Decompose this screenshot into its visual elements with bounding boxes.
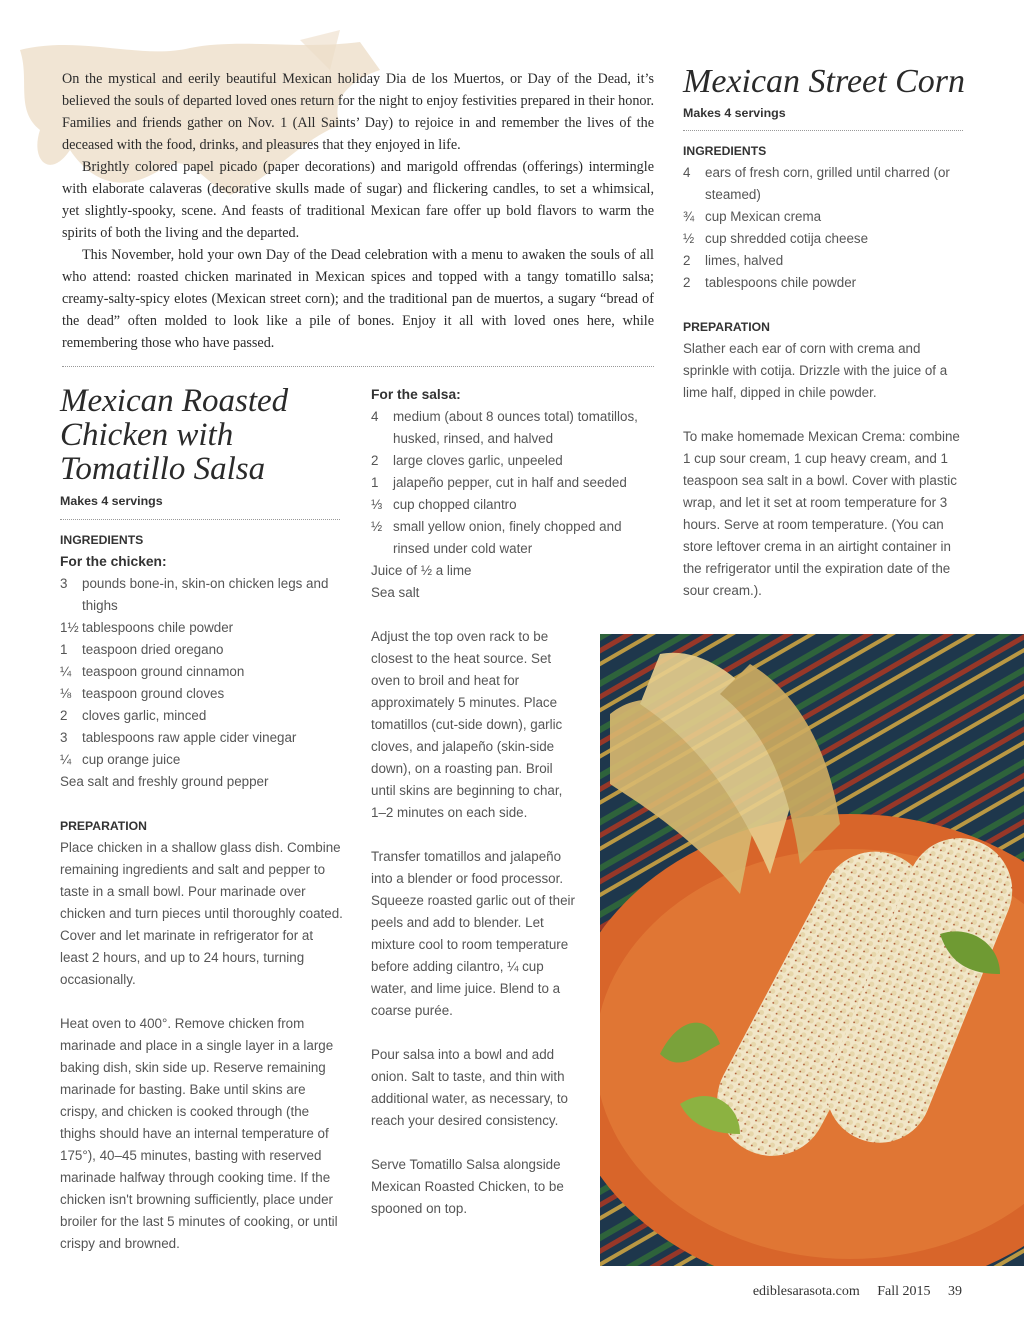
ingredient-quantity: ¼ bbox=[60, 664, 72, 679]
ingredient-quantity: 1 bbox=[60, 642, 68, 657]
street-corn-illustration bbox=[600, 634, 1024, 1266]
ingredient-quantity: ¾ bbox=[683, 209, 695, 224]
corn-preparation-heading: PREPARATION bbox=[683, 320, 770, 334]
ingredient-quantity: 3 bbox=[60, 730, 68, 745]
ingredient-text: cup shredded cotija cheese bbox=[705, 231, 869, 246]
corn-title: Mexican Street Corn bbox=[683, 63, 965, 100]
intro-paragraph: On the mystical and eerily beautiful Mexican holiday Dia de los Muertos, or Day of the Dead, it’s believed the souls of departed loved ones return for the night to enjoy festivities prepared in their honor. Families and friends gather on Nov. 1 (All Saints’ Day) to rejoice in and remember the lives of the deceased with the food, drinks, and pleasures that they enjoyed in life. bbox=[62, 71, 654, 153]
ingredient-item bbox=[60, 617, 345, 639]
divider bbox=[683, 130, 963, 131]
street-corn-photo bbox=[600, 634, 1024, 1266]
ingredient-text: small yellow onion, finely chopped and rinsed under cold water bbox=[393, 519, 622, 556]
ingredient-item bbox=[60, 683, 345, 705]
ingredient-item bbox=[60, 661, 345, 683]
ingredient-quantity: 2 bbox=[60, 708, 68, 723]
ingredient-item bbox=[371, 406, 639, 450]
ingredient-text: cup Mexican crema bbox=[705, 209, 822, 224]
ingredient-text: limes, halved bbox=[705, 253, 784, 268]
chicken-ingredients-heading: INGREDIENTS bbox=[60, 533, 144, 547]
for-chicken-heading: For the chicken: bbox=[60, 554, 167, 569]
salsa-prep-paragraph: Pour salsa into a bowl and add onion. Salt to taste, and thin with additional water, as necessary, to reach your desired consistency. bbox=[371, 1047, 569, 1128]
footer-issue: Fall 2015 bbox=[877, 1284, 931, 1299]
ingredient-text: ears of fresh corn, grilled until charred (or steamed) bbox=[705, 165, 950, 202]
ingredient-item bbox=[683, 228, 968, 250]
ingredient-text: teaspoon ground cinnamon bbox=[82, 664, 245, 679]
corn-ingredient-list bbox=[683, 162, 968, 294]
intro-text bbox=[62, 68, 654, 354]
ingredient-item bbox=[371, 472, 639, 494]
ingredient-quantity: ½ bbox=[683, 231, 695, 246]
ingredient-quantity: 1 bbox=[371, 475, 379, 490]
for-salsa-heading: For the salsa: bbox=[371, 387, 461, 402]
ingredient-text: medium (about 8 ounces total) tomatillos, husked, rinsed, and halved bbox=[393, 409, 638, 446]
ingredient-item bbox=[371, 560, 639, 582]
ingredient-text: tablespoons chile powder bbox=[82, 620, 234, 635]
ingredient-quantity: ⅓ bbox=[371, 497, 383, 512]
salsa-ingredient-list bbox=[371, 406, 639, 604]
chicken-preparation-heading: PREPARATION bbox=[60, 819, 147, 833]
ingredient-text: large cloves garlic, unpeeled bbox=[393, 453, 563, 468]
chicken-prep-paragraph: Place chicken in a shallow glass dish. Combine remaining ingredients and salt and pepper to taste in a small bowl. Pour marinade over chicken and turn pieces until thoroughly coated. Cover and let marinate in refrigerator for at least 2 hours, and up to 24 hours, turning occasionally. bbox=[60, 840, 343, 987]
divider bbox=[62, 366, 654, 367]
ingredient-quantity: ¼ bbox=[60, 752, 72, 767]
page-footer bbox=[739, 1284, 962, 1300]
ingredient-item bbox=[371, 582, 639, 604]
ingredient-quantity: 2 bbox=[371, 453, 379, 468]
ingredient-text: Sea salt and freshly ground pepper bbox=[60, 774, 269, 789]
ingredient-quantity: 2 bbox=[683, 253, 691, 268]
ingredient-quantity: 1½ bbox=[60, 620, 79, 635]
ingredient-item bbox=[60, 749, 345, 771]
ingredient-text: teaspoon dried oregano bbox=[82, 642, 224, 657]
corn-ingredients-heading: INGREDIENTS bbox=[683, 144, 767, 158]
ingredient-quantity: 4 bbox=[371, 409, 379, 424]
ingredient-text: cup orange juice bbox=[82, 752, 181, 767]
corn-recipe-body bbox=[683, 140, 968, 602]
ingredient-quantity: ⅛ bbox=[60, 686, 72, 701]
ingredient-item bbox=[60, 771, 345, 793]
ingredient-text: tablespoons raw apple cider vinegar bbox=[82, 730, 297, 745]
chicken-servings: Makes 4 servings bbox=[60, 494, 163, 508]
ingredient-item bbox=[371, 450, 639, 472]
ingredient-quantity: 2 bbox=[683, 275, 691, 290]
intro-paragraph: This November, hold your own Day of the Dead celebration with a menu to awaken the souls of all who attend: roasted chicken marinated in Mexican spices and topped with a tangy tomatillo salsa; creamy-salty-spicy elotes (Mexican street corn); and the traditional pan de muertos, a sugary “bread of the dead” often molded to look like a pile of bones. Enjoy it all with loved ones here, while remembering those who have passed. bbox=[62, 247, 654, 351]
page-number: 39 bbox=[948, 1284, 962, 1299]
ingredient-item bbox=[60, 727, 345, 749]
salsa-prep-paragraph: Adjust the top oven rack to be closest to the heat source. Set oven to broil and heat for approximately 5 minutes. Place tomatillos (cut-side down), garlic cloves, and jalapeño (skin-side down), on a roasting pan. Broil until skins are beginning to char, 1–2 minutes on each side. bbox=[371, 629, 563, 820]
chicken-recipe-body bbox=[60, 529, 345, 1255]
ingredient-text: jalapeño pepper, cut in half and seeded bbox=[393, 475, 627, 490]
ingredient-item bbox=[371, 494, 639, 516]
ingredient-item bbox=[60, 573, 345, 617]
ingredient-quantity: ½ bbox=[371, 519, 383, 534]
chicken-prep-paragraph: Heat oven to 400°. Remove chicken from marinade and place in a single layer in a large baking dish, skin side up. Reserve remaining marinade for basting. Bake until skins are crispy, and chicken is cooked through (the thighs should have an internal temperature of 175°), 40–45 minutes, basting with reserved marinade halfway through cooking time. If the chicken isn't browning sufficiently, place under broiler for the last 5 minutes of cooking, or until crispy and browned. bbox=[60, 1016, 338, 1251]
crema-prep-paragraph: To make homemade Mexican Crema: combine 1 cup sour cream, 1 cup heavy cream, and 1 teaspoon sea salt in a bowl. Cover with plastic wrap, and let it set at room temperature for 3 hours. Serve at room temperature. (You can store leftover crema in an airtight container in the refrigerator until the expiration date of the sour cream.). bbox=[683, 429, 960, 598]
ingredient-item bbox=[60, 705, 345, 727]
corn-servings: Makes 4 servings bbox=[683, 106, 786, 120]
ingredient-quantity: 4 bbox=[683, 165, 691, 180]
ingredient-item bbox=[683, 272, 968, 294]
ingredient-text: teaspoon ground cloves bbox=[82, 686, 225, 701]
ingredient-item bbox=[683, 206, 968, 228]
chicken-title-line: Mexican Roasted bbox=[60, 383, 289, 419]
ingredient-item bbox=[60, 639, 345, 661]
ingredient-text: Sea salt bbox=[371, 585, 420, 600]
salsa-prep-paragraph: Serve Tomatillo Salsa alongside Mexican Roasted Chicken, to be spooned on top. bbox=[371, 1157, 564, 1216]
chicken-title-line: Chicken with bbox=[60, 417, 234, 453]
ingredient-item bbox=[371, 516, 639, 560]
divider bbox=[60, 519, 340, 520]
footer-site: ediblesarasota.com bbox=[752, 1284, 860, 1299]
intro-paragraph: Brightly colored papel picado (paper decorations) and marigold offrendas (offerings) intermingle with elaborate calaveras (decorative skulls made of sugar) and flickering candles, to set a whimsical, yet slightly-spooky, scene. And feasts of traditional Mexican fare offer up bold flavors to warm the spirits of both the living and the departed. bbox=[62, 159, 654, 241]
ingredient-text: Juice of ½ a lime bbox=[371, 563, 472, 578]
ingredient-text: cup chopped cilantro bbox=[393, 497, 517, 512]
chicken-title-line: Tomatillo Salsa bbox=[60, 451, 266, 487]
ingredient-text: cloves garlic, minced bbox=[82, 708, 207, 723]
salsa-prep-paragraph: Transfer tomatillos and jalapeño into a blender or food processor. Squeeze roasted garlic out of their peels and add to blender. Let mixture cool to room temperature before adding cilantro, ¼ cup water, and lime juice. Blend to a coarse purée. bbox=[371, 849, 575, 1018]
ingredient-quantity: 3 bbox=[60, 576, 68, 591]
ingredient-item bbox=[683, 162, 968, 206]
chicken-ingredient-list bbox=[60, 573, 345, 793]
ingredient-item bbox=[683, 250, 968, 272]
ingredient-text: tablespoons chile powder bbox=[705, 275, 857, 290]
ingredient-text: pounds bone-in, skin-on chicken legs and thighs bbox=[82, 576, 329, 613]
chicken-title bbox=[60, 384, 288, 486]
corn-prep-paragraph: Slather each ear of corn with crema and sprinkle with cotija. Drizzle with the juice of a lime half, dipped in chile powder. bbox=[683, 341, 948, 400]
salsa-recipe-body bbox=[371, 384, 638, 1220]
